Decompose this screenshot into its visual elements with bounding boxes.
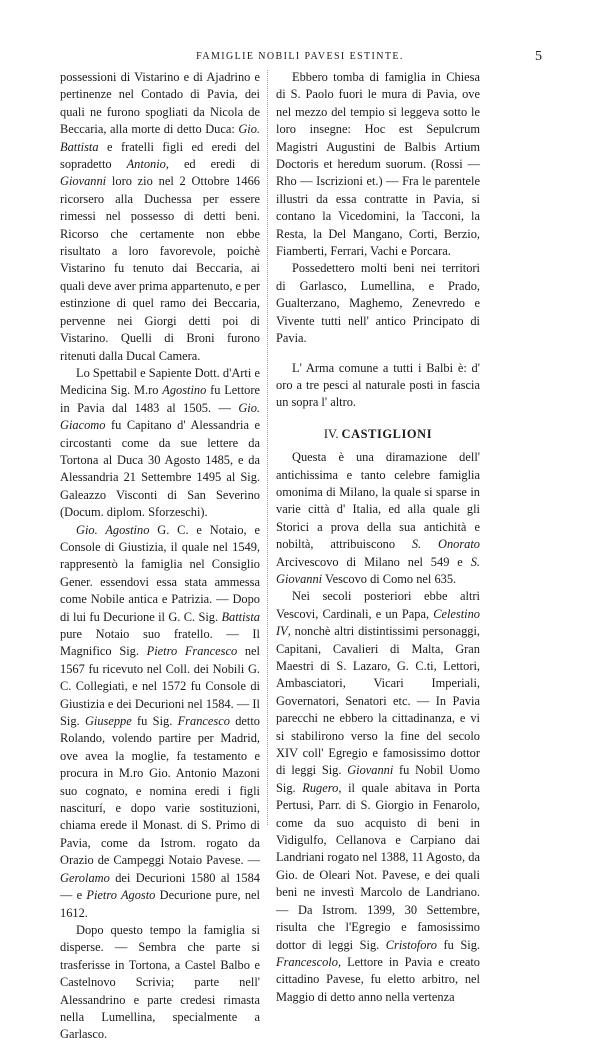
italic-name: S. Giovanni [276, 554, 480, 586]
text-run: Decurione pure, nel 1612. [60, 888, 260, 920]
text-run: loro zio nel 2 Ottobre 1466 ricorsero alla Duchessa per essere rimessi nel possesso di detti beni. Ricorso che certamente non ebbe risultato a loro favorevole, poichè Vistarino fu tenuto dai Beccaria, ai quali deve aver prima appartenuto, e per estinzione di quel ramo dei Beccaria, pervenne nei Giorgi detti poi di Vistarino. Quelli di Broni furono ritenuti dalla Ducal Camera. [60, 174, 260, 363]
italic-name: Battista [221, 609, 260, 624]
text-run: Arcivescovo di Milano nel 549 e [276, 554, 471, 569]
text-run: , ed eredi di [165, 157, 260, 172]
section-title: CASTIGLIONI [341, 426, 433, 441]
italic-name: Celestino IV [276, 606, 480, 639]
italic-name: Rugero [302, 780, 339, 795]
section-heading [276, 426, 480, 443]
text-run: G. C. e Notaio, e Console di Giustizia, il quale nel 1549, rappresentò la famiglia nel Consiglio Gener. essendovi essa stata ammessa come Nobile antica e Patrizia. — Dopo di lui fu Decurione il G. C. Sig. [60, 522, 260, 624]
italic-name: Antonio [126, 157, 166, 172]
paragraph-agostino-lettore [60, 365, 260, 522]
paragraph-possessions [276, 260, 480, 347]
text-run: fu Lettore in Pavia dal 1483 al 1505. — [60, 383, 260, 415]
left-column [60, 69, 260, 1044]
page-header [58, 49, 542, 65]
italic-name: Francescolo [276, 954, 338, 969]
italic-name: Gio. Giacomo [60, 400, 260, 433]
italic-name: Giuseppe [84, 714, 132, 729]
paragraph-arms [276, 360, 480, 412]
text-run: fu Nobil Uomo Sig. [276, 763, 480, 795]
page-number: 5 [535, 49, 542, 64]
paragraph-tomb [276, 69, 480, 260]
text-run: Lo Spettabil e Sapiente Dott. d'Arti e Medicina Sig. M.ro [60, 365, 260, 398]
text-run: possessioni di Vistarino e di Ajadrino e pertinenze nel Contado di Pavia, dei quali ne furono spogliati da Nicola de Beccaria, alla morte di detto Duca: [60, 70, 260, 137]
section-number: IV. [323, 426, 339, 441]
text-run: fu Sig. [436, 937, 480, 952]
text-run: Dopo questo tempo la famiglia si disperse. — Sembra che parte si trasferisse in Tortona, a Castel Balbo e Castelnovo Scrivia; parte nell' Alessandrino e parte credesi rimasta nella Lumellina, specialmente a Garlasco. [60, 922, 260, 1042]
paragraph-castiglioni-later [276, 588, 480, 1006]
text-run: nel 1567 fu ricevuto nel Coll. dei Nobili G. C. Collegiati, e nel 1572 fu Console di Giustizia e dei Decurioni nel 1584. — Il Sig. [60, 644, 260, 729]
text-run: , il quale abitava in Porta Pertusi, Parr. di S. Giorgio in Fenarolo, come da suo acquisto di beni in Vidigulfo, Cellanova e Carpiano dai Landriani rogato nel 1388, 11 Agosto, da Gio. de Oleari Not. Pavese, e dei quali beni ne investì Marcolo de Landriano. — Da Istrom. 1399, 30 Settembre, risulta che l'Egregio e famosissimo dottor di leggi Sig. [276, 780, 480, 952]
italic-name: Gerolamo [60, 870, 110, 885]
text-run: pure Notaio suo fratello. — Il Magnifico Sig. [60, 627, 260, 659]
text-run: Nei secoli posteriori ebbe altri Vescovi, Cardinali, e un Papa, [276, 589, 480, 621]
text-run: detto Rolando, volendo partire per Madrid, ove avea la moglie, fa testamento e procura in M.ro Gio. Antonio Mazoni suo cognato, e nomina eredi i figli nasciturí, e dopo varie sostituzioni, chiama erede il Monast. di S. Primo di Pavia, come da Istrom. rogato da Orazio de Campeggi Notaio Pavese. — [60, 714, 260, 868]
text-run: Questa è una diramazione dell' antichissima e tanto celebre famiglia omonima di Milano, la quale si sparse in varie città d' Italia, ed alla quale gli Storici a prova della sua antichità e nobiltà, attribuiscono [276, 450, 480, 552]
running-title: FAMIGLIE NOBILI PAVESI ESTINTE. [196, 51, 404, 62]
text-run: Ebbero tomba di famiglia in Chiesa di S. Paolo fuori le mura di Pavia, ove nel mezzo del tempio si leggeva sotto le loro insegne: Hoc est Sepulcrum Magistri Augustini de Balbis Artium Doctoris et heredum suorum. (Rossi — Rho — Iscrizioni et.) — Fra le parentele illustri da essa contratte in Pavia, si contano la Vicedomini, la Tacconi, la Resta, la Del Mangano, Corti, Berzio, Fiamberti, Ferrari, Vachi e Porcara. [276, 70, 480, 259]
text-run: , nonchè altri distintissimi personaggi, Capitani, Cavalieri di Malta, Gran Maestri di S. Lazaro, G. C.ti, Lettori, Ambasciatori, Vicari Imperiali, Governatori, Senatori etc. — In Pavia parecchi ne ebbero la cittadinanza, e vi si stabilirono verso la fine del secolo XIV coll' Egregio e famosissimo dottor di leggi Sig. [276, 624, 480, 778]
text-run: , Lettore in Pavia e creato cittadino Pavese, fu eletto arbitro, nel Maggio di detto anno nella vertenza [276, 954, 480, 1004]
paragraph-gio-agostino [60, 522, 260, 922]
italic-name: S. Onorato [411, 537, 480, 552]
italic-name: Gio. Battista [60, 122, 260, 154]
paragraph-dispersion [60, 922, 260, 1044]
italic-name: Cristoforo [385, 937, 437, 952]
text-run: L' Arma comune a tutti i Balbi è: d' oro a tre pesci al naturale posti in fascia un sopra l' altro. [276, 360, 480, 410]
text-run: Possedettero molti beni nei territori di Garlasco, Lumellina, e Prado, Gualterzano, Maghemo, Zenevredo e Vivente tutti nell' antico Principato di Pavia. [276, 261, 480, 346]
italic-name: Pietro Agosto [86, 888, 156, 903]
italic-name: Gio. Agostino [76, 522, 150, 537]
column-divider [267, 70, 268, 825]
italic-name: Francesco [177, 714, 230, 729]
italic-name: Giovanni [60, 174, 107, 189]
text-run: dei Decurioni 1580 al 1584 — e [60, 870, 260, 903]
italic-name: Pietro Francesco [146, 644, 238, 659]
paragraph-vistarino [60, 69, 260, 365]
text-run: fu Capitano d' Alessandria e circostanti come da sue lettere da Tortona al Duca 30 Agosto 1485, e da Alessandria 21 Settembre 1495 al Sig. Galeazzo Visconti di San Severino (Docum. diplom. Sforzeschi). [60, 418, 260, 520]
paragraph-castiglioni-origin [276, 449, 480, 588]
right-column [276, 69, 480, 1006]
text-run: fu Sig. [131, 714, 178, 729]
text-run: Vescovo di Como nel 635. [322, 571, 457, 586]
italic-name: Giovanni [347, 763, 394, 778]
italic-name: Agostino [162, 383, 207, 398]
text-run: e fratelli figli ed eredi del sopradetto [60, 139, 260, 172]
